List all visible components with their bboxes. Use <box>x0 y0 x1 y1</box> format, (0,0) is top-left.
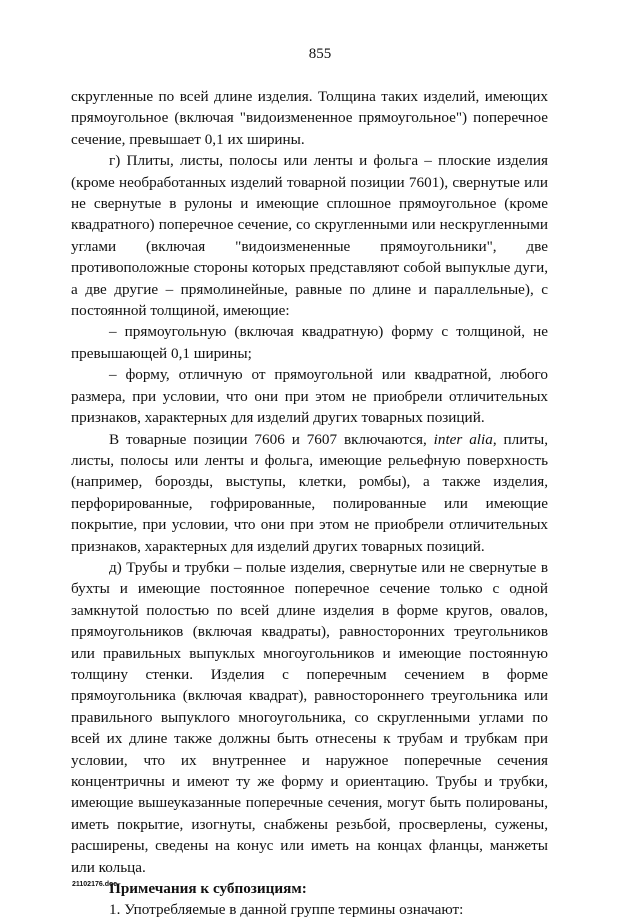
notes-item-1: 1. Употребляемые в данной группе термины означают: <box>109 901 464 919</box>
list-item-other-shape: – форму, отличную от прямоугольной или квадратной, любого размера, при условии, что они при этом не приобрели отличительных признаков, характерных для изделий других товарных позиций. <box>71 366 548 427</box>
page-number: 855 <box>308 46 332 62</box>
notes-heading: Примечания к субпозициям: <box>109 880 307 898</box>
paragraph-inter-alia-after: , плиты, листы, полосы или ленты и фольга, имеющие рельефную поверхность (например, борозды, выступы, клетки, ромбы), а также изделия, перфорированные, гофрированные, полированные или имеющие покрытие, при условии, что они при этом не приобрели отличительных признаков, характерных для изделий других товарных позиций. <box>71 430 548 555</box>
paragraph-inter-alia-before: В товарные позиции 7606 и 7607 включаются, <box>109 430 434 448</box>
list-item-rectangular: – прямоугольную (включая квадратную) форму с толщиной, не превышающей 0,1 ширины; <box>71 323 548 362</box>
paragraph-plates-definition: г) Плиты, листы, полосы или ленты и фольга – плоские изделия (кроме необработанных изделий товарной позиции 7601), свернутые или не свернутые в рулоны и имеющие сплошное прямоугольное (кроме квадратного) поперечное сечение, со скругленными или нескругленными углами (включая "видоизмененные прямоугольники", две противоположные стороны которых представляют собой выпуклые дуги, а две другие – прямолинейные, равные по длине и параллельные), с постоянной толщиной, имеющие: <box>71 152 548 320</box>
document-body <box>71 86 548 921</box>
paragraph-tubes-definition: д) Трубы и трубки – полые изделия, свернутые или не свернутые в бухты и имеющие постоянное поперечное сечение только с одной замкнутой полостью по всей длине изделия в форме кругов, овалов, прямоугольников (включая квадраты), равносторонних треугольников или правильных выпуклых многоугольников и имеющие постоянную толщину стенки. Изделия с поперечным сечением в форме прямоугольника (включая квадрат), равностороннего треугольника или правильного выпуклого многоугольника, со скругленными углами по всей их длине также должны быть отнесены к трубам и трубкам при условии, что их внутреннее и наружное поперечные сечения концентричны и имеют ту же форму и ориентацию. Трубы и трубки, имеющие вышеуказанные поперечные сечения, могут быть полированы, иметь покрытие, изогнуты, снабжены резьбой, просверлены, сужены, расширены, сведены на конус или иметь на концах фланцы, манжеты или кольца. <box>71 558 548 876</box>
paragraph-inter-alia <box>71 429 548 557</box>
italic-inter-alia: inter alia <box>433 430 493 448</box>
paragraph-continuation: скругленные по всей длине изделия. Толщина таких изделий, имеющих прямоугольное (включая "видоизмененное прямоугольное") поперечное сечение, превышает 0,1 их ширины. <box>71 88 548 148</box>
footer-filename: 21102176.doc <box>72 881 118 888</box>
